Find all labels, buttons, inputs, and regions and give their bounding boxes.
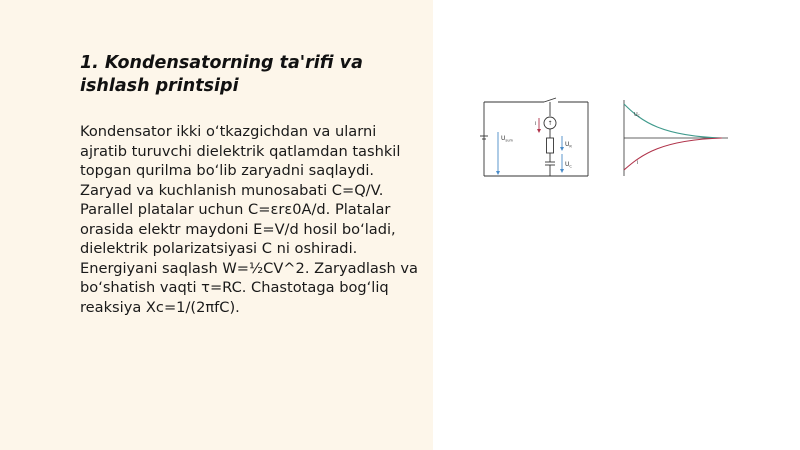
current-rise-curve	[624, 138, 722, 170]
voltage-decay-curve	[624, 104, 722, 138]
charge-discharge-graph	[612, 98, 730, 180]
slide-body: Kondensator ikki o‘tkazgichdan va ularni ajratib turuvchi dielektrik qatlamdan tashkil topgan qurilma bo‘lib zaryadni saqlaydi. Zaryad va kuchlanish munosabati C=Q/V. Parallel platalar uchun C=εrε0A/d. Platalar orasida elektr maydoni E=V/d hosil bo‘ladi, dielektrik polarizatsiyasi C ni oshiradi. Energiyani saqlash W=½CV^2. Zaryadlash va bo‘shatish vaqti τ=RC. Chastotaga bog‘liq reaksiya Xc=1/(2πfC).	[80, 123, 418, 316]
slide-title: 1. Kondensatorning ta'rifi va ishlash printsipi	[80, 53, 363, 96]
rc-circuit-diagram	[476, 96, 596, 182]
graph-current-label: i	[637, 160, 639, 166]
source-voltage-label: $U_{sum}$	[501, 135, 513, 143]
current-source-symbol: ↑	[547, 120, 553, 127]
current-label: i	[535, 121, 537, 127]
resistor-voltage-label: $U_R$	[565, 141, 572, 149]
graph-voltage-label: $U_C$	[634, 112, 640, 119]
capacitor-voltage-label: $U_C$	[565, 161, 572, 169]
